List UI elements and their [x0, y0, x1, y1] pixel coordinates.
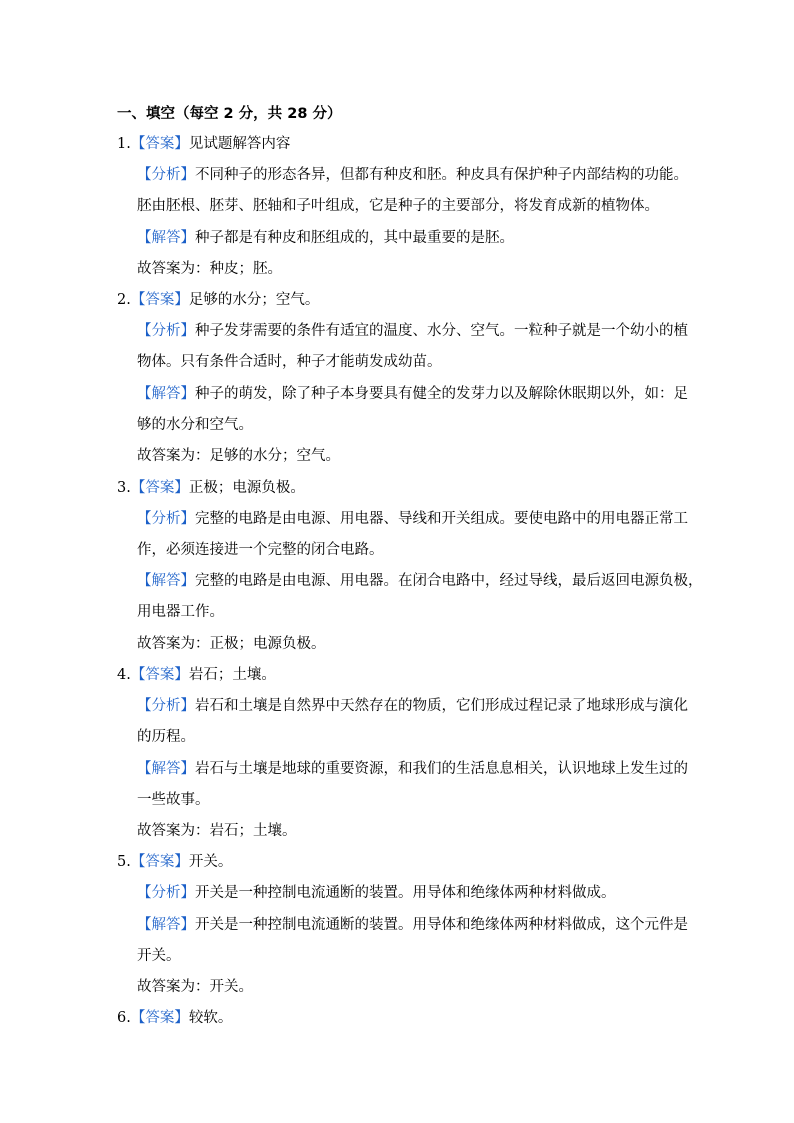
question-2-analysis-line-2: 物体。只有条件合适时，种子才能萌发成幼苗。: [137, 354, 442, 370]
analysis-tag: 【分析】: [137, 167, 195, 183]
answer-text: 较软。: [188, 1010, 233, 1026]
question-number: 3.: [117, 480, 131, 496]
solution-tag: 【解答】: [137, 761, 195, 777]
analysis-text: 完整的电路是由电源、用电器、导线和开关组成。要使电路中的用电器正常工: [195, 511, 688, 527]
question-5-solution-line-1: [137, 915, 688, 935]
analysis-text: 不同种子的形态各异，但都有种皮和胚。种皮具有保护种子内部结构的功能。: [195, 167, 688, 183]
question-4-answer-line: [117, 665, 276, 685]
solution-text: 开关是一种控制电流通断的装置。用导体和绝缘体两种材料做成，这个元件是: [195, 917, 688, 933]
analysis-tag: 【分析】: [137, 511, 195, 527]
question-5-final-answer: 故答案为：开关。: [137, 979, 253, 995]
question-3-answer-line: [117, 478, 305, 498]
question-3-analysis-line-2: 作，必须连接进一个完整的闭合电路。: [137, 542, 384, 558]
solution-text: 种子都是有种皮和胚组成的，其中最重要的是胚。: [195, 230, 514, 246]
analysis-text: 开关是一种控制电流通断的装置。用导体和绝缘体两种材料做成。: [195, 885, 616, 901]
question-1-analysis-line-1: [137, 165, 688, 185]
solution-tag: 【解答】: [137, 386, 195, 402]
question-number: 2.: [117, 292, 131, 308]
solution-text: 岩石与土壤是地球的重要资源，和我们的生活息息相关，认识地球上发生过的: [195, 761, 688, 777]
question-5-analysis-line-1: [137, 883, 616, 903]
question-3-solution-line-1: [137, 571, 703, 591]
question-2-final-answer: 故答案为：足够的水分；空气。: [137, 448, 340, 464]
question-2-solution-line-1: [137, 384, 688, 404]
analysis-text: 种子发芽需要的条件有适宜的温度、水分、空气。一粒种子就是一个幼小的植: [195, 323, 688, 339]
solution-tag: 【解答】: [137, 917, 195, 933]
solution-text: 完整的电路是由电源、用电器。在闭合电路中，经过导线，最后返回电源负极，: [195, 573, 703, 589]
question-5-solution-line-2: 开关。: [137, 948, 181, 964]
answer-tag: 【答案】: [130, 136, 189, 152]
answer-tag: 【答案】: [130, 854, 189, 870]
question-6-answer-line: [117, 1008, 232, 1028]
question-4-final-answer: 故答案为：岩石；土壤。: [137, 823, 297, 839]
answer-tag: 【答案】: [130, 1010, 189, 1026]
question-4-analysis-line-1: [137, 696, 688, 716]
question-1-solution-line-1: [137, 228, 514, 248]
answer-text: 正极；电源负极。: [188, 480, 305, 496]
answer-text: 见试题解答内容: [188, 136, 291, 152]
question-2-answer-line: [117, 290, 319, 310]
answer-tag: 【答案】: [130, 480, 189, 496]
solution-tag: 【解答】: [137, 230, 195, 246]
question-2-solution-line-2: 够的水分和空气。: [137, 417, 253, 433]
question-3-analysis-line-1: [137, 509, 688, 529]
answer-tag: 【答案】: [130, 667, 189, 683]
answer-text: 岩石；土壤。: [188, 667, 276, 683]
solution-tag: 【解答】: [137, 573, 195, 589]
answer-text: 足够的水分；空气。: [188, 292, 320, 308]
question-number: 4.: [117, 667, 131, 683]
question-number: 6.: [117, 1010, 131, 1026]
solution-text: 种子的萌发，除了种子本身要具有健全的发芽力以及解除休眠期以外，如：足: [195, 386, 688, 402]
question-number: 5.: [117, 854, 131, 870]
answer-text: 开关。: [188, 854, 233, 870]
question-1-answer-line: [117, 134, 290, 154]
question-1-final-answer: 故答案为：种皮；胚。: [137, 261, 282, 277]
question-4-solution-line-1: [137, 759, 688, 779]
analysis-text: 岩石和土壤是自然界中天然存在的物质，它们形成过程记录了地球形成与演化: [195, 698, 688, 714]
analysis-tag: 【分析】: [137, 323, 195, 339]
question-3-final-answer: 故答案为：正极；电源负极。: [137, 636, 326, 652]
question-4-analysis-line-2: 的历程。: [137, 729, 195, 745]
question-1-analysis-line-2: 胚由胚根、胚芽、胚轴和子叶组成，它是种子的主要部分，将发育成新的植物体。: [137, 198, 659, 214]
analysis-tag: 【分析】: [137, 885, 195, 901]
section-title: 一、填空（每空 2 分，共 28 分）: [117, 106, 342, 122]
question-5-answer-line: [117, 852, 232, 872]
question-2-analysis-line-1: [137, 321, 688, 341]
answer-tag: 【答案】: [130, 292, 189, 308]
question-number: 1.: [117, 136, 131, 152]
question-4-solution-line-2: 一些故事。: [137, 792, 210, 808]
analysis-tag: 【分析】: [137, 698, 195, 714]
question-3-solution-line-2: 用电器工作。: [137, 604, 224, 620]
